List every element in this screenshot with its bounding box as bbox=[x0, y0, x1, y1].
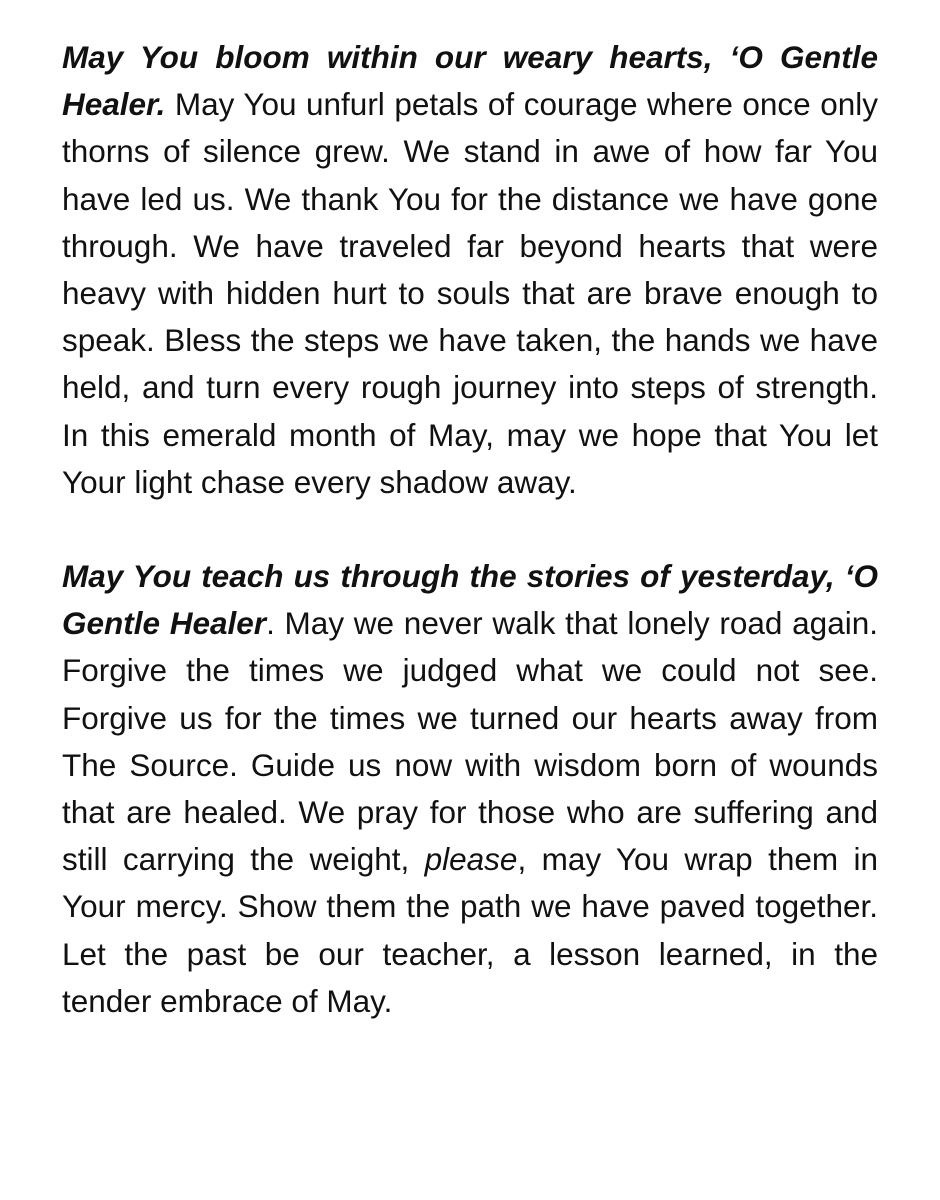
paragraph-1-body: May You unfurl petals of courage where once only thorns of silence grew. We stand in awe of how far You have led us. We thank You for the distance we have gone through. We have traveled far beyond hearts that were heavy with hidden hurt to souls that are brave enough to speak. Bless the steps we have taken, the hands we have held, and turn every rough journey into steps of strength. In this emerald month of May, may we hope that You let Your light chase every shadow away. bbox=[62, 86, 878, 500]
paragraph-1-lead: May You bloom within our weary hearts, ‘O Gentle Healer. bbox=[62, 39, 878, 123]
paragraph-2-body-start: . May we never walk that lonely road again. Forgive the times we judged what we could not see. Forgive us for the times we turned our hearts away from The Source. Guide us now with wisdom born of wounds that are healed. We pray for those who are suffering and still carrying the weight, bbox=[62, 605, 878, 878]
paragraph-2-lead: May You teach us through the stories of yesterday, ‘O Gentle Healer bbox=[62, 558, 878, 642]
prayer-paragraph-1 bbox=[62, 34, 878, 506]
paragraph-2-emphasis: please bbox=[424, 841, 518, 878]
paragraph-2-body-end: , may You wrap them in Your mercy. Show them the path we have paved together. Let the past be our teacher, a lesson learned, in the tender embrace of May. bbox=[62, 841, 878, 1019]
prayer-paragraph-2 bbox=[62, 553, 878, 1025]
prayer-document bbox=[62, 34, 878, 1025]
